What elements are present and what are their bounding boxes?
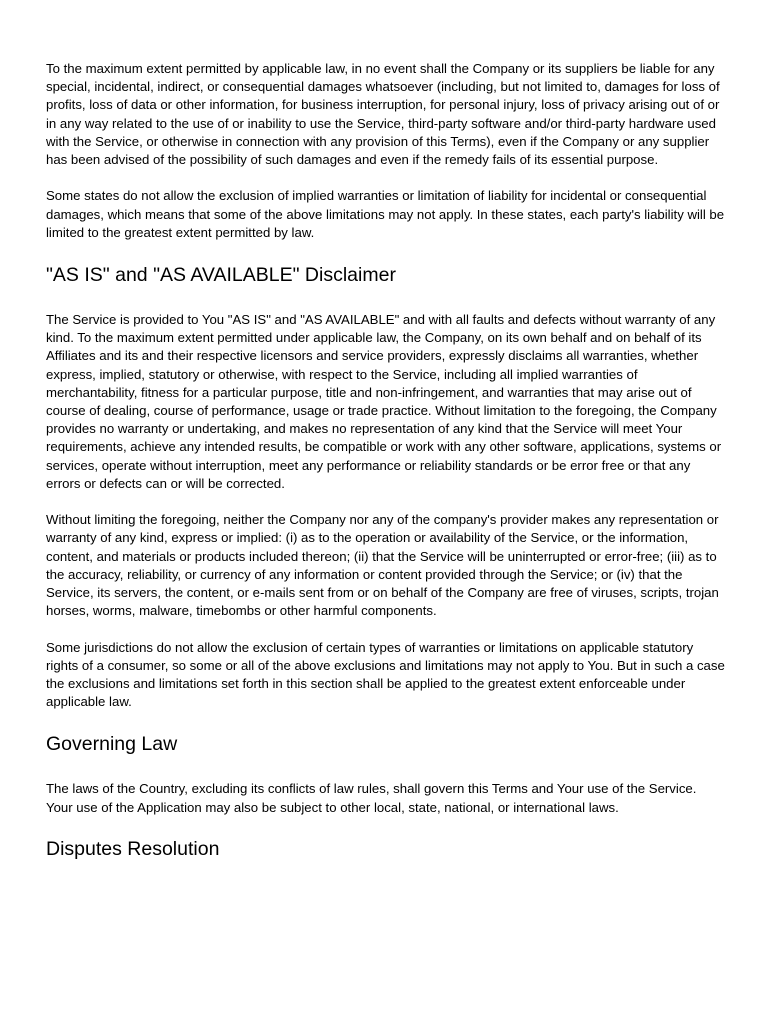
disclaimer-paragraph-1: The Service is provided to You "AS IS" and "AS AVAILABLE" and with all faults and defects without warranty of any kind. To the maximum extent permitted under applicable law, the Company, on its own behalf and on behalf of its Affiliates and its and their respective licensors and service providers, expressly disclaims all warranties, whether express, implied, statutory or otherwise, with respect to the Service, including all implied warranties of merchantability, fitness for a particular purpose, title and non-infringement, and warranties that may arise out of course of dealing, course of performance, usage or trade practice. Without limitation to the foregoing, the Company provides no warranty or undertaking, and makes no representation of any kind that the Service will meet Your requirements, achieve any intended results, be compatible or work with any other software, applications, systems or services, operate without interruption, meet any performance or reliability standards or be error free or that any errors or defects can or will be corrected.: [46, 312, 722, 491]
disclaimer-paragraph-2: Without limiting the foregoing, neither the Company nor any of the company's provider makes any representation or warranty of any kind, express or implied: (i) as to the operation or availability of the Service, or the information, content, and materials or products included thereon; (ii) that the Service will be uninterrupted or error-free; (iii) as to the accuracy, reliability, or currency of any information or content provided through the Service; or (iv) that the Service, its servers, the content, or e-mails sent from or on behalf of the Company are free of viruses, scripts, trojan horses, worms, malware, timebombs or other harmful components.: [46, 512, 719, 619]
liability-paragraph-1: To the maximum extent permitted by applicable law, in no event shall the Company or its suppliers be liable for any special, incidental, indirect, or consequential damages whatsoever (including, but not limited to, damages for loss of profits, loss of data or other information, for business interruption, for personal injury, loss of privacy arising out of or in any way related to the use of or inability to use the Service, third-party software and/or third-party hardware used with the Service, or otherwise in connection with any provision of this Terms), even if the Company or any supplier has been advised of the possibility of such damages and even if the remedy fails of its essential purpose.: [46, 61, 720, 168]
document-page: [46, 60, 726, 861]
liability-paragraph-2: Some states do not allow the exclusion of implied warranties or limitation of liability for incidental or consequential damages, which means that some of the above limitations may not apply. In these states, each party's liability will be limited to the greatest extent permitted by law.: [46, 188, 725, 240]
disclaimer-paragraph-3: Some jurisdictions do not allow the exclusion of certain types of warranties or limitations on applicable statutory rights of a consumer, so some or all of the above exclusions and limitations may not apply to You. But in such a case the exclusions and limitations set forth in this section shall be applied to the greatest extent enforceable under applicable law.: [46, 639, 725, 710]
governing-law-paragraph: The laws of the Country, excluding its conflicts of law rules, shall govern this Terms and Your use of the Service. Your use of the Application may also be subject to other local, state, national, or international laws.: [46, 781, 697, 815]
governing-law-heading: Governing Law: [46, 733, 178, 756]
disputes-heading: Disputes Resolution: [46, 837, 220, 860]
disclaimer-heading: "AS IS" and "AS AVAILABLE" Disclaimer: [46, 264, 396, 287]
